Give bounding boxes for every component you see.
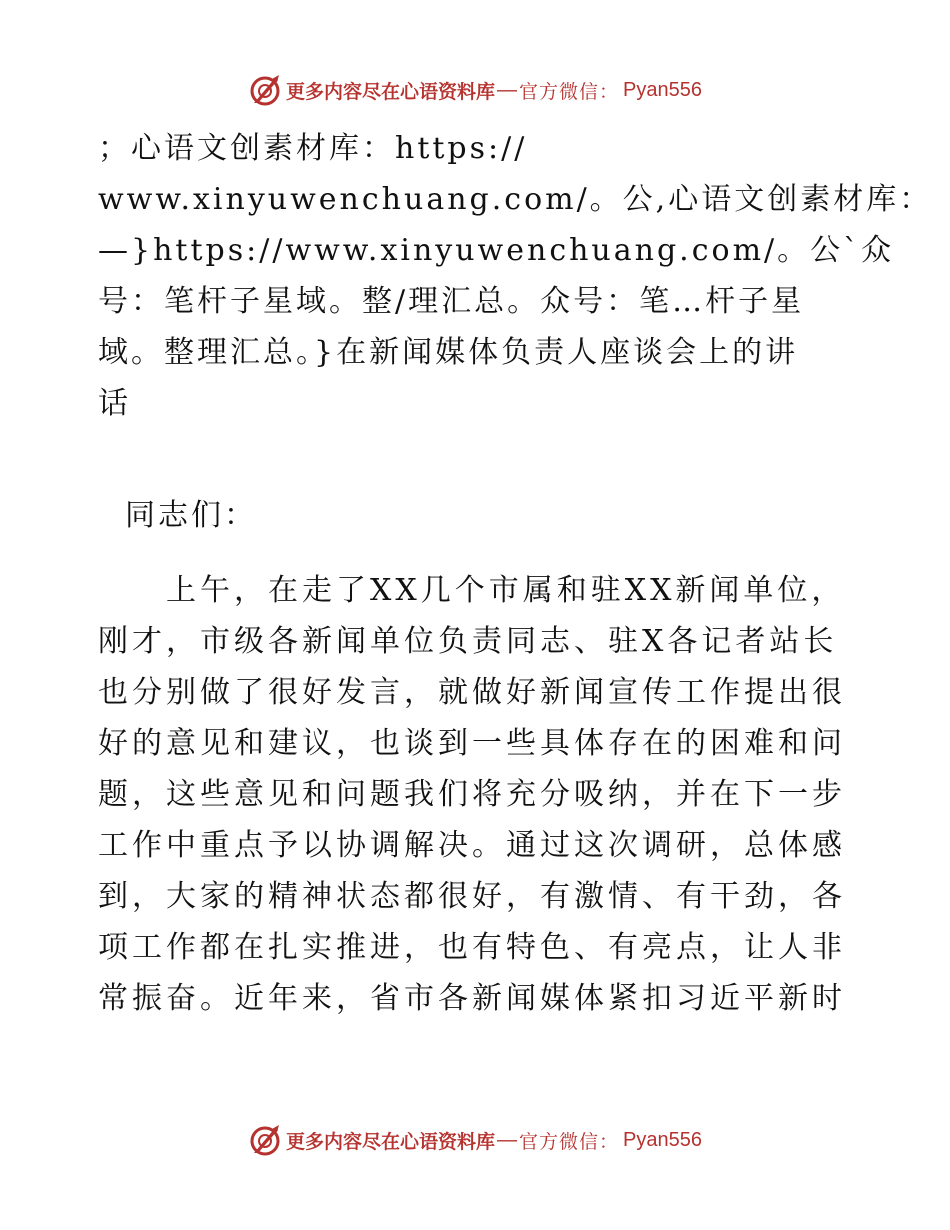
text-line: 域。整理汇总。}在新闻媒体负责人座谈会上的讲 bbox=[98, 335, 799, 370]
paragraph-line: 刚才，市级各新闻单位负责同志、驻X各记者站长 bbox=[98, 624, 838, 659]
banner-wechat-label: 官方微信： bbox=[519, 80, 620, 103]
paragraph-line: 工作中重点予以协调解决。通过这次调研，总体感 bbox=[98, 828, 846, 863]
paragraph-line: 上午，在走了XX几个市属和驻XX新闻单位， bbox=[98, 573, 846, 608]
text-line: —}https://www.xinyuwenchuang.com/。公`众 bbox=[98, 233, 895, 268]
banner-dash: — bbox=[497, 78, 518, 101]
paragraph-line: 好的意见和建议，也谈到一些具体存在的困难和问 bbox=[98, 726, 846, 761]
banner-main-text: 更多内容尽在心语资料库 bbox=[286, 1130, 496, 1153]
banner-wechat-id: Pyan556 bbox=[623, 1128, 702, 1151]
banner-wechat-id: Pyan556 bbox=[623, 78, 702, 101]
paragraph-line: 项工作都在扎实推进，也有特色、有亮点，让人非 bbox=[98, 930, 846, 965]
quill-logo-icon bbox=[248, 1123, 282, 1157]
header-banner bbox=[0, 70, 950, 110]
text-line: 号：笔杆子星域。整/理汇总。众号：笔…杆子星 bbox=[98, 284, 805, 319]
banner-main-text: 更多内容尽在心语资料库 bbox=[286, 80, 496, 103]
text-line: ；心语文创素材库：https:// bbox=[98, 131, 528, 166]
paragraph-line: 到，大家的精神状态都很好，有激情、有干劲，各 bbox=[98, 879, 846, 914]
salutation: 同志们： bbox=[125, 498, 257, 533]
paragraph-line: 题，这些意见和问题我们将充分吸纳，并在下一步 bbox=[98, 777, 846, 812]
text-line: www.xinyuwenchuang.com/。公,心语文创素材库： bbox=[98, 182, 933, 217]
paragraph-line: 也分别做了很好发言，就做好新闻宣传工作提出很 bbox=[98, 675, 846, 710]
paragraph-line: 常振奋。近年来，省市各新闻媒体紧扣习近平新时 bbox=[98, 981, 846, 1016]
banner-dash: — bbox=[497, 1128, 518, 1151]
header-text-block bbox=[98, 123, 933, 429]
text-line: 话 bbox=[98, 386, 131, 421]
quill-logo-icon bbox=[248, 73, 282, 107]
body-paragraph bbox=[98, 565, 858, 1024]
footer-banner bbox=[0, 1120, 950, 1160]
banner-wechat-label: 官方微信： bbox=[519, 1130, 620, 1153]
